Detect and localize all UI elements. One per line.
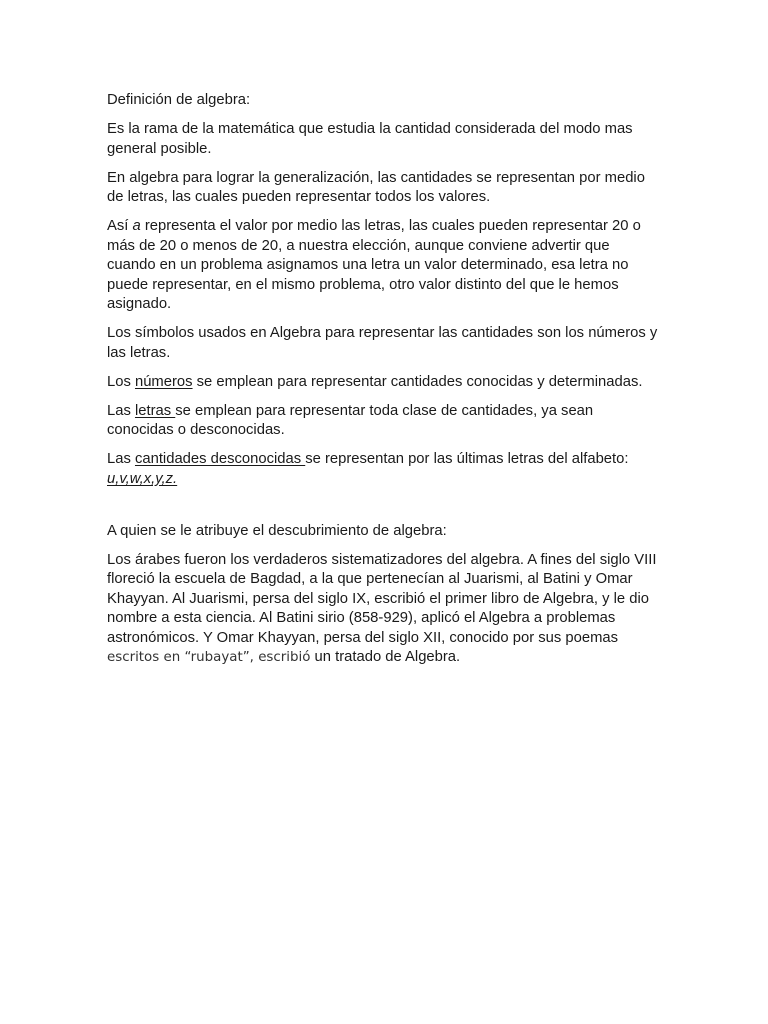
paragraph-history: [107, 551, 662, 668]
text-segment: se emplean para representar cantidades conocidas y determinadas.: [192, 373, 643, 390]
paragraph-generalization: En algebra para lograr la generalización, las cantidades se representan por medio de letras, las cuales pueden representar todos los valores.: [107, 169, 645, 205]
paragraph-numbers: [107, 373, 662, 393]
paragraph-symbols: Los símbolos usados en Algebra para representar las cantidades son los números y las letras.: [107, 325, 658, 361]
paragraph-definition: Es la rama de la matemática que estudia la cantidad considerada del modo mas general posible.: [107, 121, 633, 157]
underlined-letras: letras: [134, 402, 176, 419]
text-segment-alt-font: escritos en “rubayat”, escribió: [107, 650, 311, 665]
heading-definition: Definición de algebra:: [107, 92, 251, 108]
alphabet-letters: u,v,w,x,y,z.: [107, 470, 178, 487]
text-segment: Los árabes fueron los verdaderos sistematizadores del algebra. A fines del siglo VIII floreció la escuela de Bagdad, a la que pertenecían al Juarismi, al Batini y Omar Khayyan. Al Juarismi, persa del siglo IX, escribió el primer libro de Algebra, y le dio nombre a esta ciencia. Al Batini sirio (858-929), aplicó el Algebra a problemas astronómicos. Y Omar Khayyan, persa del siglo XII, conocido por sus poemas: [107, 551, 657, 646]
underlined-numeros: números: [134, 373, 193, 390]
text-segment: Así: [107, 218, 133, 234]
document-page: [107, 91, 662, 677]
section-spacer: [107, 499, 662, 522]
text-segment: Las: [107, 451, 135, 467]
italic-letter-a: a: [132, 218, 141, 234]
text-segment: representa el valor por medio las letras, las cuales pueden representar 20 o más de 20 o menos de 20, a nuestra elección, aunque conviene advertir que cuando en un problema asignamos una letra un valor determinado, esa letra no puede representar, en el mismo problema, otro valor distinto del que le hemos asignado.: [107, 218, 641, 312]
heading-discovery: A quien se le atribuye el descubrimiento de algebra:: [107, 522, 447, 539]
paragraph-unknowns: [107, 450, 662, 489]
underlined-cantidades-desconocidas: cantidades desconocidas: [134, 451, 306, 467]
text-segment: se emplean para representar toda clase de cantidades, ya sean conocidas o desconocidas.: [107, 402, 594, 438]
text-segment: un tratado de Algebra.: [310, 649, 461, 665]
paragraph-letter-value: [107, 217, 662, 315]
text-segment: Las: [107, 402, 135, 419]
text-segment: Los: [107, 373, 135, 390]
text-segment: se representan por las últimas letras del alfabeto:: [305, 451, 629, 467]
paragraph-letters: [107, 402, 662, 441]
